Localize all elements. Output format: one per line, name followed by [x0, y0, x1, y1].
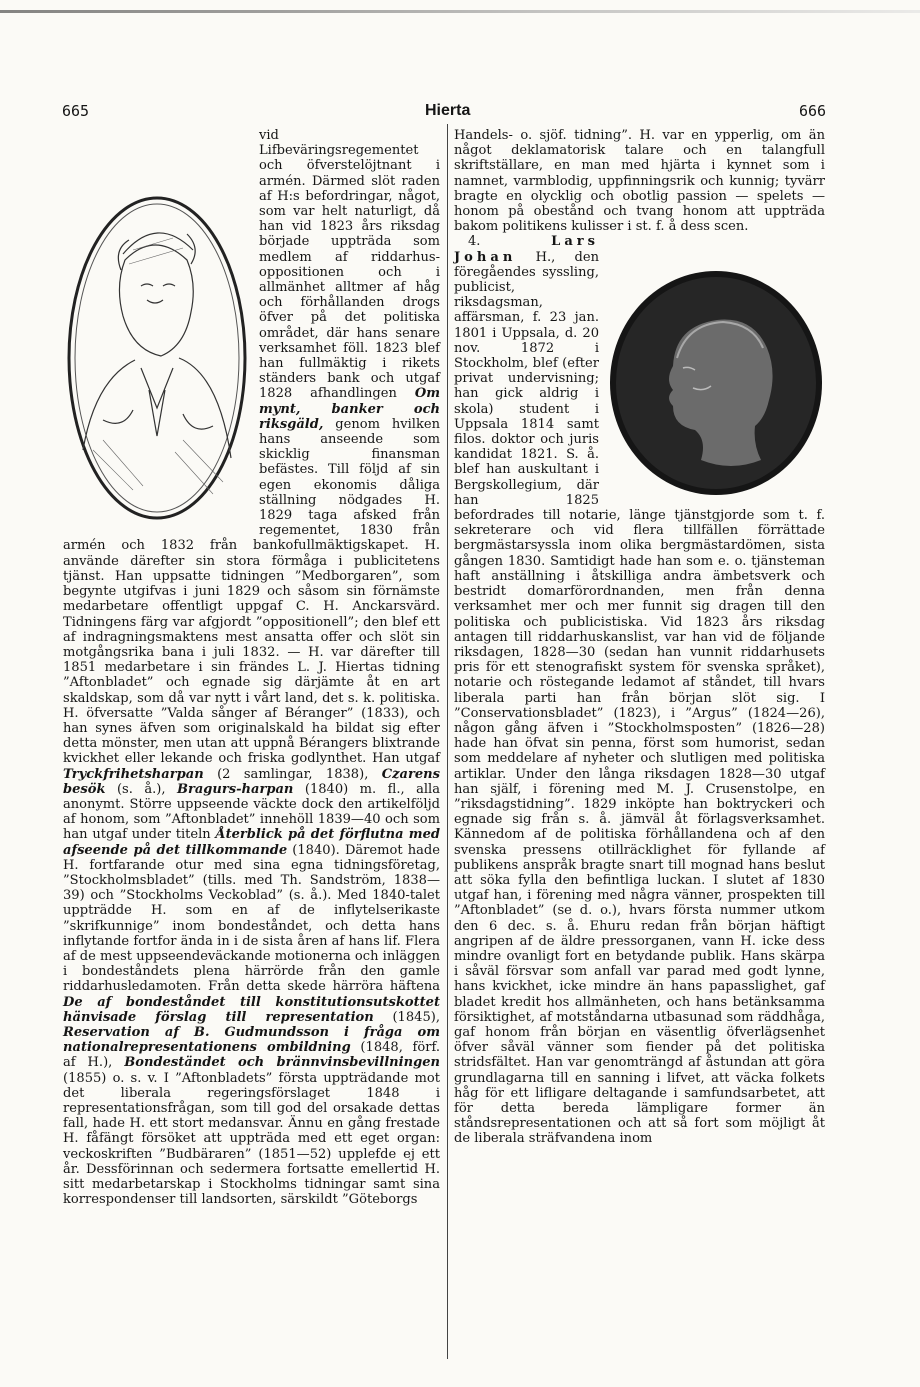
left-text-intro: vid Lifbeväringsregementet och öfverstelöjtnant i armén. Därmed slöt raden af H:s befordringar, något, som var helt naturligt, då han vid 1823 års riksdag började uppträda som medlem af riddarhus-oppositionen och i allmänhet alltmer af håg och förhållanden drogs öfver på det politiska området, där hans senare verksamhet föll. 1823 blef han fullmäktig i rikets ständers bank och utgaf 1828 afhandlingen [259, 128, 440, 402]
portrait-engraving-icon [63, 190, 251, 526]
right-text-continuation: Handels- o. sjöf. tidning”. H. var en ypperlig, om än något deklamatorisk talare och en talangfull skriftställare, en man med hjärta i kynnet som i namnet, varmblodig, uppfinningsrik och kunnig; tyvärr bragte en olycklig och obotlig passion — spelets — honom på obestånd och tvang honom att uppträda bakom politikens kulisser i st. f. å dess scen. [454, 128, 825, 235]
work-title-brannvinsbevillningen: Bondeständet och brännvinsbevillningen [124, 1055, 440, 1071]
entry-number: 4. [468, 234, 481, 250]
left-text-4: (s. å.), [116, 781, 166, 797]
left-text-6: (1840). Däremot hade H. fortfarande otur med sina egna tidningsföretag, ”Stockholmsbladet” (tills. med Th. Sandström, 1838—39) och ”Stockholms Veckoblad” (s. å.). Med 1840-talet uppträdde H. som en af de inflytelserikaste ”skrifkunnige” inom bondeståndet, och detta hans inflytande fortfor ända in i de sista åren af hans lif. Flera af de mest uppseendeväckande motionerna och inläggen i bondeståndets plena härrörde från den gamle riddarhusledamoten. Från detta skede härröra häftena [63, 842, 440, 995]
left-column [63, 128, 440, 1207]
left-text-9: (1855) o. s. v. I ”Aftonbladets” första uppträdande mot det liberala regeringsförslaget 1848 i representationsfrågan, som till god del orsakade dettas fall, hade H. ett stort medansvar. Ännu en gång frestade H. fåfängt försöket att uppträda med ett eget organ: veckoskriften ”Budbäraren” (1851—52) upplefde ej ett år. Dessförinnan och sedermera fortsatte emellertid H. sitt medarbetarskap i Stockholms tidningar samt sina korrespondenser till landsorten, särskildt ”Göteborgs [63, 1070, 440, 1208]
page-number-left: 665 [62, 102, 90, 120]
work-title-de-af-bondestandet: De af bondeståndet till konstitutionsutskottet hänvisade förslag till representation [63, 994, 440, 1025]
column-divider [447, 124, 448, 1359]
work-title-tryckfrihetsharpan: Tryckfrihetsharpan [63, 766, 204, 782]
left-text-2: genom hvilken hans anseende som skicklig finansman befästes. Till följd af sin egen ekonomis dåliga ställning nödgades H. 1829 taga afsked från regementet, 1830 från armén och 1832 från bankofullmäktigskapet. H. använde därefter sin stora förmåga i publicitetens tjänst. Han uppsatte tidningen ”Medborgaren”, som begynte utgifvas i juni 1829 och såsom sin förnämste medarbetare offentligt uppgaf C. H. Anckarsvärd. Tidningens färg var afgjordt ”oppositionell”; den blef ett af indragningsmaktens mest ansatta offer och slöt sin motgångsrika bana i juli 1832. — H. var därefter till 1851 medarbetare i sin frändes L. J. Hiertas tidning ”Aftonbladet” och egnade sig därjämte åt en art skaldskap, som då var nytt i vårt land, det s. k. politiska. H. öfversatte ”Valda sånger af Béranger” (1833), och han synes äfven som originalskald ha bildat sig efter detta mönster, men utan att uppnå Bérangers blixtrande kvickhet eller lekande och friska godlynthet. Han utgaf [63, 416, 440, 767]
work-title-bragurs-harpan: Bragurs-harpan [176, 781, 294, 797]
work-title-czarens-besok: Czarens besök [63, 766, 440, 797]
portrait-figure [63, 190, 251, 526]
page-number-right: 666 [799, 102, 827, 120]
work-title-om-mynt: Om mynt, banker och riksgäld, [259, 386, 440, 432]
left-text-5: (1840) m. fl., alla anonymt. Större uppseende väckte dock den artikelföljd af honom, som ”Aftonbladet” innehöll 1839—40 och som han utgaf under titeln [63, 781, 440, 843]
left-text-7: (1845), [392, 1009, 440, 1025]
running-title: Hierta [425, 102, 471, 119]
work-title-aterblick: Återblick på det förflutna med afseende på det tillkommande [63, 827, 440, 858]
work-title-reservation: Reservation af B. Gudmundsson i fråga om nationalrepresentationens ombildning [63, 1024, 440, 1056]
medallion-figure [607, 268, 825, 498]
scan-top-edge [0, 10, 920, 13]
entry-name: Lars Johan [454, 234, 599, 265]
left-text-8: (1848, förf. af H.), [63, 1040, 440, 1071]
right-column [454, 128, 825, 1147]
medallion-portrait-icon [607, 268, 825, 498]
entry-text: H., den föregåendes syssling, publicist, riksdagsman, affärsman, f. 23 jan. 1801 i Uppsala, d. 20 nov. 1872 i Stockholm, blef (efter privat undervisning; han gick aldrig i skola) student i Uppsala 1814 samt filos. doktor och juris kandidat 1821. S. å. blef han auskultant i Bergskollegium, där han 1825 befordrades till notarie, länge tjänstgjorde som t. f. sekreterare och vid flera tillfällen förrättade bergmästarsyssla inom olika bergmästardömen, sista gången 1830. Samtidigt hade han som e. o. tjänsteman haft anställning i åtskilliga andra ämbetsverk och bestridt domarförordnanden, men från denna verksamhet mer och mer funnit sig dragen till den politiska och publicistiska. Vid 1823 års riksdag antagen till riddarhuskanslist, var han vid de följande riksdagen, 1828—30 (sedan han vunnit riddarhusets pris för ett stenografiskt system för svenska språket), notarie och röstegande ledamot af ståndet, till hvars liberala parti han från början slöt sig. I ”Conservationsbladet” (1823), i ”Argus” (1824—26), någon gång äfven i ”Stockholmsposten” (1826—28) hade han öfvat sin penna, först som humorist, sedan som meddelare af nyheter och slutligen med politiska artiklar. Under den långa riksdagen 1828—30 utgaf han själf, i förening med M. J. Crusenstolpe, en ”riksdagstidning”. 1829 inköpte han boktryckeri och egnade sig från s. å. jämväl åt förlagsverksamhet. Kännedom af de politiska förhållandena och af den svenska pressens otillräcklighet för fyllande af publikens anspråk bragte snart till mognad hans beslut att söka fylla den befintliga luckan. I slutet af 1830 utgaf han, i förening med några vänner, prospekten till ”Aftonbladet” (se d. o.), hvars första nummer utkom den 6 dec. s. å. Ehuru redan från början häftigt angripen af de äldre pressorganen, vann H. icke dess mindre ovanligt fort en betydande publik. Hans skärpa i såväl försvar som anfall var parad med godt lynne, hans kvickhet, icke mindre än hans papasslighet, gaf bladet kredit hos allmänheten, och hans betänksamma försiktighet, af motståndarna utbasunad som räddhåga, gaf honom från början en väsentlig öfverlägsenhet öfver såväl vänner som fiender på det politiska stridsfältet. Han var genomträngd af åstundan att göra grundlagarna till en sanning i lifvet, att väcka folkets håg för ett lifligare deltagande i samfundsarbetet, att för detta bereda lämpligare former än ståndsrepresentationen och att så fort som möjligt åt de liberala sträfvandena inom [454, 249, 825, 1147]
left-text-3: (2 samlingar, 1838), [217, 766, 369, 782]
